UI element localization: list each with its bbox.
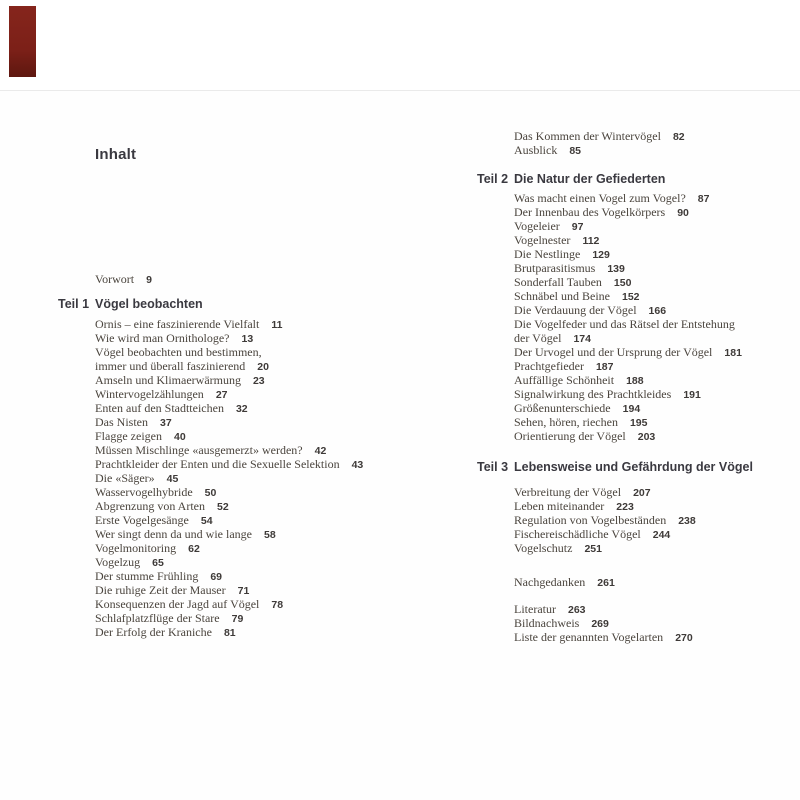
toc-entry [95,485,363,499]
toc-entry-page-number: 40 [173,431,186,443]
toc-entry-page-number: 82 [672,131,685,143]
toc-entry-text: Fischereischädliche Vögel [514,527,641,541]
toc-entry-page-number: 81 [223,627,236,639]
toc-entry-page-number: 69 [210,571,223,583]
part3-header [477,459,753,475]
part1-header [58,296,203,312]
toc-entry [514,373,742,387]
toc-entry-text: Literatur [514,602,556,616]
toc-entry-text: Prachtgefieder [514,359,584,373]
toc-entry-text: der Vögel [514,331,562,345]
toc-entry-text: Vögel beobachten und bestimmen, [95,345,262,359]
toc-entry-page-number: 62 [188,543,200,555]
toc-entry-text: Die Vogelfeder und das Rätsel der Entstehung [514,317,735,331]
toc-entry [514,499,696,513]
toc-entry [514,205,742,219]
toc-entry-page-number: 188 [626,375,644,387]
part2-label: Teil 2 [477,172,509,186]
toc-entry-page-number: 263 [567,604,586,616]
toc-entry-page-number: 85 [569,145,582,157]
toc-entry-page-number: 27 [215,389,228,401]
toc-entry-text: Schlafplatzflüge der Stare [95,611,220,625]
part1-title: Vögel beobachten [95,297,203,311]
toc-entry [514,331,742,345]
toc-entry-page-number: 97 [571,221,584,233]
toc-entry [514,630,693,644]
toc-entry-text: Leben miteinander [514,499,605,513]
part3-title: Lebensweise und Gefährdung der Vögel [514,460,753,474]
toc-entry [95,401,363,415]
toc-entry-page-number: 129 [592,249,610,261]
toc-entry [95,415,363,429]
toc-entry-page-number: 11 [271,319,283,331]
toc-entry-text: Das Kommen der Wintervögel [514,129,661,143]
toc-entry [95,513,363,527]
toc-entry-page-number: 187 [595,361,614,373]
toc-entry [95,429,363,443]
toc-entry-page-number: 181 [724,347,742,359]
toc-entry [95,345,363,359]
toc-entry-page-number: 152 [621,291,640,303]
toc-entry [514,387,742,401]
toc-entry-text: Ornis – eine faszinierende Vielfalt [95,317,260,331]
toc-entry-page-number: 207 [633,487,651,499]
toc-entry [514,303,742,317]
preface-entry [95,272,152,286]
toc-entry-page-number: 269 [591,618,609,630]
toc-entry-page-number: 50 [204,487,217,499]
toc-entry-page-number: 90 [677,207,689,219]
toc-entry-text: Vogeleier [514,219,560,233]
toc-entry-page-number: 71 [237,585,250,597]
toc-entry-text: Die Nestlinge [514,247,581,261]
preface-page-number: 9 [146,274,152,286]
toc-entry-text: Verbreitung der Vögel [514,485,622,499]
toc-entry-text: Der stumme Frühling [95,569,199,583]
toc-entry-page-number: 79 [231,613,244,625]
toc-entry-page-number: 223 [616,501,634,513]
toc-entry-text: Sehen, hören, riechen [514,415,618,429]
toc-entry-text: Prachtkleider der Enten und die Sexuelle Selektion [95,457,340,471]
toc-entry-text: Brutparasitismus [514,261,596,275]
toc-entry [95,387,363,401]
page-title: Inhalt [95,146,137,163]
toc-entry-page-number: 244 [652,529,671,541]
toc-entry-text: Größenunterschiede [514,401,611,415]
toc-entry-text: Orientierung der Vögel [514,429,626,443]
toc-entry-text: Bildnachweis [514,616,580,630]
toc-entry-text: Der Innenbau des Vogelkörpers [514,205,666,219]
toc-entry [514,401,742,415]
part3-label: Teil 3 [477,460,509,474]
toc-entry-page-number: 238 [678,515,696,527]
toc-entry-text: Der Urvogel und der Ursprung der Vögel [514,345,713,359]
toc-entry [514,485,696,499]
toc-entry-page-number: 37 [160,417,172,429]
toc-entry-page-number: 203 [637,431,656,443]
toc-entry-text: Die «Säger» [95,471,155,485]
toc-entry [514,191,742,205]
toc-entry [95,583,363,597]
toc-entry-page-number: 166 [648,305,667,317]
toc-entry [95,625,363,639]
toc-entry-page-number: 32 [235,403,248,415]
toc-entry-text: Müssen Mischlinge «ausgemerzt» werden? [95,443,303,457]
toc-entry [514,317,742,331]
toc-entry-page-number: 191 [683,389,701,401]
toc-entry [95,471,363,485]
toc-entry [514,261,742,275]
toc-entry-page-number: 78 [271,599,284,611]
toc-entry [514,527,696,541]
toc-entry-text: Schnäbel und Beine [514,289,610,303]
closing-entry [514,575,615,589]
toc-entry-page-number: 43 [351,459,364,471]
toc-entry-text: Signalwirkung des Prachtkleides [514,387,672,401]
toc-entry-page-number: 45 [166,473,179,485]
toc-entry-text: Wer singt denn da und wie lange [95,527,252,541]
toc-entry [514,345,742,359]
toc-entry-text: Auffällige Schönheit [514,373,615,387]
publisher-red-mark [9,6,36,77]
toc-entry-text: Wintervogelzählungen [95,387,204,401]
toc-entry [514,415,742,429]
toc-entry [95,611,363,625]
toc-entry-text: Erste Vogelgesänge [95,513,189,527]
toc-entry [514,429,742,443]
closing-label: Nachgedanken [514,575,586,589]
toc-entry [514,129,685,143]
toc-entry [95,457,363,471]
toc-entry [514,247,742,261]
toc-entry [514,513,696,527]
part1-overflow-entry-list [514,129,685,157]
toc-entry-page-number: 270 [675,632,693,644]
toc-entry [95,373,363,387]
toc-entry [514,219,742,233]
toc-entry [514,233,742,247]
toc-entry [95,569,363,583]
toc-entry [514,602,693,616]
part1-entry-list [95,317,363,639]
toc-entry-text: Vogelschutz [514,541,573,555]
toc-entry-page-number: 139 [607,263,625,275]
part2-entry-list [514,191,742,443]
toc-entry [95,499,363,513]
toc-entry [514,616,693,630]
toc-entry-page-number: 54 [200,515,213,527]
toc-entry-page-number: 23 [252,375,265,387]
toc-entry-text: Amseln und Klimaerwärmung [95,373,241,387]
toc-entry-text: Die Verdauung der Vögel [514,303,637,317]
preface-label: Vorwort [95,272,135,286]
toc-entry [514,541,696,555]
toc-entry-text: Ausblick [514,143,558,157]
part1-label: Teil 1 [58,297,90,311]
toc-entry [95,317,363,331]
toc-entry-text: Was macht einen Vogel zum Vogel? [514,191,686,205]
toc-entry-text: Wie wird man Ornithologe? [95,331,230,345]
closing-page-number: 261 [597,577,615,589]
toc-entry-page-number: 13 [241,333,254,345]
toc-entry [95,527,363,541]
toc-entry-page-number: 195 [629,417,648,429]
toc-entry-text: immer und überall faszinierend [95,359,246,373]
toc-entry-page-number: 174 [573,333,591,345]
toc-entry-page-number: 87 [697,193,710,205]
toc-entry-text: Die ruhige Zeit der Mauser [95,583,226,597]
toc-entry-page-number: 194 [622,403,641,415]
toc-entry-text: Abgrenzung von Arten [95,499,205,513]
toc-entry [514,359,742,373]
toc-entry-text: Das Nisten [95,415,148,429]
toc-entry [95,597,363,611]
toc-entry-page-number: 20 [257,361,269,373]
toc-entry-page-number: 52 [216,501,229,513]
toc-entry-text: Flagge zeigen [95,429,162,443]
toc-entry-text: Sonderfall Tauben [514,275,602,289]
toc-entry-text: Regulation von Vogelbeständen [514,513,667,527]
toc-entry-text: Wasservogelhybride [95,485,193,499]
toc-entry-text: Vogelnester [514,233,571,247]
toc-entry-page-number: 58 [264,529,276,541]
toc-entry-page-number: 150 [613,277,632,289]
toc-entry [95,443,363,457]
toc-entry-page-number: 251 [584,543,602,555]
toc-entry-page-number: 42 [314,445,327,457]
toc-entry [95,359,363,373]
toc-entry-text: Liste der genannten Vogelarten [514,630,664,644]
part2-header [477,171,665,187]
toc-entry [95,331,363,345]
toc-entry [514,143,685,157]
toc-entry-page-number: 112 [582,235,600,247]
toc-entry [514,289,742,303]
toc-entry [95,555,363,569]
toc-entry-page-number: 65 [152,557,164,569]
toc-entry [514,275,742,289]
toc-entry [95,541,363,555]
toc-entry-text: Enten auf den Stadtteichen [95,401,224,415]
part3-entry-list [514,485,696,555]
toc-entry-text: Der Erfolg der Kraniche [95,625,212,639]
toc-entry-text: Konsequenzen der Jagd auf Vögel [95,597,260,611]
part2-title: Die Natur der Gefiederten [514,172,666,186]
toc-entry-text: Vogelmonitoring [95,541,177,555]
toc-entry-text: Vogelzug [95,555,141,569]
appendix-entry-list [514,602,693,644]
